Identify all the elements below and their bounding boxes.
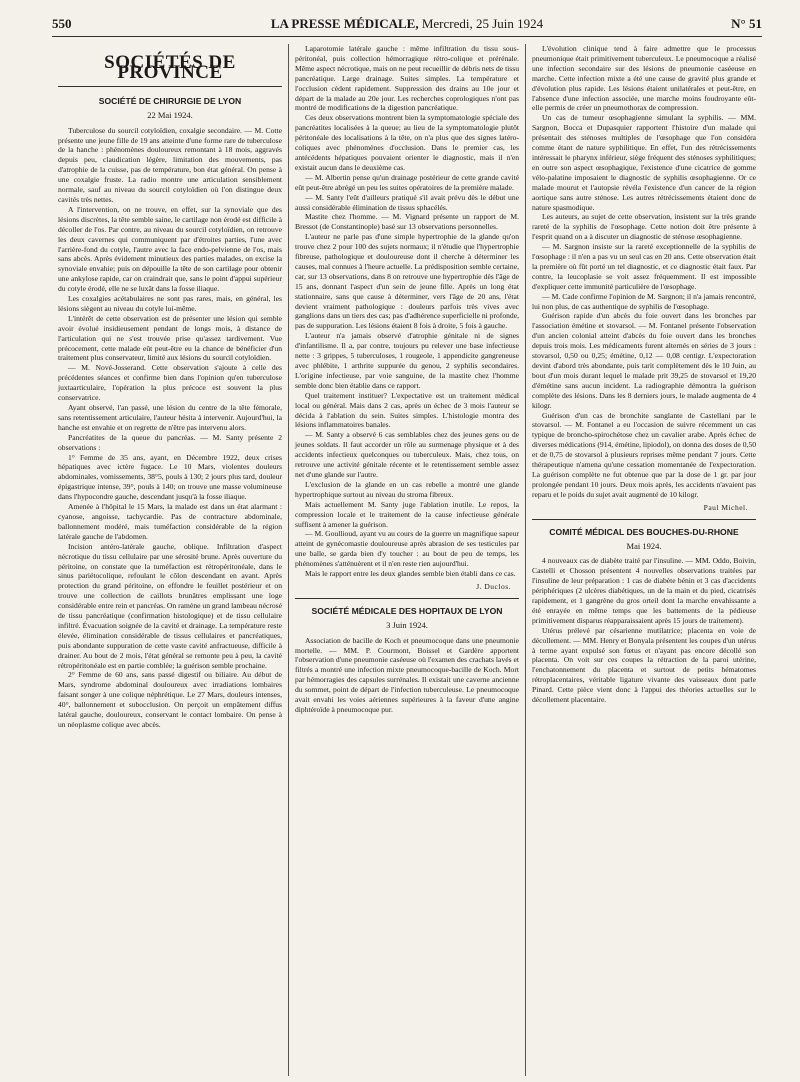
paragraph: Amenée à l'hôpital le 15 Mars, la malade est dans un état alarmant : cyanose, angoisse, tachycardie. Pas de contracture abdominale, ballonnement modéré, mais tuméfaction considérable de la région latérale gauche de l'abdomen. <box>58 502 282 541</box>
paragraph: Mastite chez l'homme. — M. Vignard présente un rapport de M. Bressot (de Constantinople) basé sur 13 observations personnelles. <box>295 212 519 232</box>
section-title: SOCIÉTÉ DE CHIRURGIE DE LYON <box>98 95 242 106</box>
column-3 <box>525 44 762 1076</box>
section-date: Mai 1924. <box>626 540 662 551</box>
issue-number: N° 51 <box>731 16 762 31</box>
section-divider <box>532 519 756 520</box>
running-header <box>52 14 762 37</box>
section-title: COMITÉ MÉDICAL DES BOUCHES-DU-RHONE <box>549 526 739 537</box>
paragraph: Ces deux observations montrent bien la symptomatologie spéciale des pancréatites localisées à la queue; au lieu de la symptomatologie plutôt péritonéale des localisations à la tête, on n'a plus que des signes latéro-coliques avec phénomènes d'occlusion. Dans le premier cas, les antécédents hépatiques pouvaient orienter le diagnostic, mais il n'en existait aucun dans le deuxième cas. <box>295 113 519 172</box>
paragraph: — M. Albertin pense qu'un drainage postérieur de cette grande cavité eût peut-être abrégé un peu les suites opératoires de la première malade. <box>295 172 519 192</box>
paragraph: Tuberculose du sourcil cotyloïdien, coxalgie secondaire. — M. Cotte présente une jeune fille de 19 ans atteinte d'une forme rare de tuberculose de la hanche : phénomènes douloureux remontant à 18 mois, aggravés depuis peu, claudication légère, limitation des mouvements, pas d'atrophie de la cuisse, pas de température, bon état général. On pense à une coxalgie fruste. La radio montre une articulation sensiblement normale, sauf au niveau du sourcil cotyloïdien où l'on distingue deux cavités très nettes. <box>58 125 282 204</box>
column-1-body <box>58 126 282 730</box>
column-1 <box>52 44 288 1076</box>
column-3-body <box>532 44 756 500</box>
paragraph: L'exclusion de la glande en un cas rebelle a montré une glande hypertrophique surtout au niveau du stroma fibreux. <box>295 479 519 499</box>
paragraph: Ayant observé, l'an passé, une lésion du centre de la tête fémorale, sans retentissement articulaire, l'auteur hésita à intervenir. Aujourd'hui, la hanche est envahie et on regrette de n'être pas intervenu alors. <box>58 403 282 432</box>
paragraph: — M. Goullioud, ayant vu au cours de la guerre un magnifique sapeur atteint de gynécomastie douloureuse après abrasion de ses testicules par une balle, se garda bien d'y toucher : au bout de peu de temps, les phénomènes s'atténuèrent et il n'en reste rien aujourd'hui. <box>295 529 519 569</box>
section-date: 3 Juin 1924. <box>386 619 428 630</box>
paragraph: Un cas de tumeur œsophagienne simulant la syphilis. — MM. Sargnon, Bocca et Dupasquier rapportent l'histoire d'un malade qui présentait des sténoses multiples de l'œsophage que l'on considéra comme étant de nature syphilitique. En effet, l'un des rétrécissements intéressait le pharynx inférieur, siège fréquent des sténoses syphilitiques; en outre son aspect œsophagique, l'existence d'une cicatrice de gomme vélo-palatine imposaient le diagnostic de syphilis œsophagienne. Or ce malade mourut et l'autopsie révéla l'existence d'un cancer de la région aortique sans autre sténose. Les autres rétrécissements étaient donc de nature spasmodique. <box>532 113 756 212</box>
paragraph: — M. Cade confirme l'opinion de M. Sargnon; il n'a jamais rencontré, lui non plus, de cas authentique de syphilis de l'œsophage. <box>532 291 756 311</box>
paragraph: Quel traitement instituer? L'expectative est un traitement médical local ou général. Mais dans 2 cas, après un échec de 3 mois l'auteur se décida à l'ablation du sein. Suites simples. L'histologie montra des lésions inflammatoires banales. <box>295 390 519 430</box>
paragraph: L'auteur ne parle pas d'une simple hypertrophie de la glande qu'on trouve chez 2 pour 100 des sujets normaux; il n'étudie que l'hypertrophie fibreuse, pathologique et douloureuse dont il cherche à déterminer les causes, mal connues à l'heure actuelle. La prédisposition semble certaine, car, sur 13 observations, dans 8 on retrouve une hypertrophie dès l'âge de 15 ans, donnant l'aspect d'un sein de jeune fille. Après un long état stationnaire, sans que cause à déterminer, vers l'âge de 20 ans, l'état devient vraiment pathologique : douleurs parfois très vives avec ganglions dans un tiers des cas; pas d'adhérence superficielle ni profonde, pas de suppuration. Les lésions étaient 8 fois à droite, 5 fois à gauche. <box>295 232 519 331</box>
column-2-section-body <box>295 636 519 715</box>
author-signature: Paul Michel. <box>703 502 748 512</box>
page-title: SOCIÉTÉS DE PROVINCE <box>58 58 282 87</box>
section-divider <box>295 598 519 599</box>
paragraph: — M. Sargnon insiste sur la rareté exceptionnelle de la syphilis de l'œsophage : il n'en a pas vu un seul cas en 20 ans. Cette observation était la première où fût porté un tel diagnostic, et ce diagnostic était faux. Par contre, la leucoplasie se voit assez fréquemment. Il est impossible d'expliquer cette immunité particulière de l'œsophage. <box>532 242 756 291</box>
paragraph: L'évolution clinique tend à faire admettre que le processus pneumonique était primitivement tuberculeux. Le pneumocoque a réalisé une infection secondaire sur des lésions de pneumonie caséeuse en marche. Cette infection mixte a été une cause de gravité plus grande et d'évolution plus rapide. Les lésions étaient unilatérales et peut-être, en l'absence d'une infection associée, une marche moins foudroyante eût-elle permis de créer un pneumothorax de compression. <box>532 44 756 113</box>
paragraph: — M. Nové-Josserand. Cette observation s'ajoute à celle des précédentes séances et confirme bien dans l'opinion qu'en tuberculose juxtaarticulaire, l'opération la plus précoce est souvent la plus conservatrice. <box>58 363 282 403</box>
section-title: SOCIÉTÉ MÉDICALE DES HOPITAUX DE LYON <box>311 605 503 616</box>
journal-title-line <box>52 16 762 32</box>
section-date: 22 Mai 1924. <box>147 109 193 120</box>
paragraph: Laparotomie latérale gauche : même infiltration du tissu sous-péritonéal, puis collection hémorragique rétro-colique et prérénale. Même aspect nécrotique, mais on ne peut recueillir de débris nets de tissu pancréatique. Large drainage. Suites simples. La température et l'occlusion cèdent rapidement. Suppression des drains au 10e jour et départ de la malade au 20e jour. Les recherches coprologiques n'ont pas montré de modifications de la digestion pancréatique. <box>295 44 519 113</box>
column-2 <box>288 44 525 1076</box>
paragraph: Pancréatites de la queue du pancréas. — M. Santy présente 2 observations : <box>58 432 282 452</box>
column-3-section-body <box>532 556 756 705</box>
paragraph: — M. Santy l'eût d'ailleurs pratiqué s'il avait prévu dès le début une aussi considérable élimination de tissus sphacélés. <box>295 192 519 212</box>
author-signature: J. Duclos. <box>476 581 511 591</box>
paragraph: 2° Femme de 60 ans, sans passé digestif ou biliaire. Au début de Mars, syndrome abdominal douloureux avec irradiations lombaires faisant songer à une colique néphrétique. Le 27 Mars, douleurs intenses, 40°, ballonnement et subocclusion. On perçoit un empâtement diffus latéral gauche, douloureux, conservant le contact lombaire. On pense à un néoplasme colique avec abcès. <box>58 670 282 729</box>
page-number: 550 <box>52 16 72 31</box>
paragraph: 1° Femme de 35 ans, ayant, en Décembre 1922, deux crises hépatiques avec ictère fugace. Le 10 Mars, violentes douleurs abdominales, vomissements, 38°5, pouls à 130; 2 jours plus tard, douleur épigastrique intense, 39°, pouls à 140; on trouve une masse volumineuse dans l'hypocondre gauche, descendant jusqu'à la fosse iliaque. <box>58 452 282 502</box>
paragraph: Incision antéro-latérale gauche, oblique. Infiltration d'aspect nécrotique du tissu cellulaire par une sérosité brune. Après ouverture du péritoine, on constate que la tuméfaction est rétropéritonéale, dans le sinus pariétocolique, refoulant le côlon descendant en avant. Après protection du grand péritoine, on effondre le feuillet postérieur et on trouve une collection de caillots brunâtres emplissant une loge considérable entre rein et pancréas. On ramène un grand lambeau nécrosé de tissu pancréatique (confirmation histologique) et de tissu cellulaire infiltré. Évacuation soignée de la cavité et drainage. La température reste élevée, élimination considérable de tissus cellulaires et pancréatiques, puis abondante suppuration de cette vaste cavité anfractueuse, difficile à drainer. Au bout de 2 mois, l'état général se remonte peu à peu, la cavité rétropéritonéale est en partie comblée; la guérison semble prochaine. <box>58 541 282 670</box>
journal-name: LA PRESSE MÉDICALE, <box>270 16 419 31</box>
paragraph: — M. Santy a observé 6 cas semblables chez des jeunes gens ou de jeunes soldats. Il faut accorder un rôle au surmenage physique et à des accidents infectieux quelconques ou tuberculeux. Mais, chez tous, on retrouve une activité génitale récente et le retentissement semble assez net d'une glande sur l'autre. <box>295 430 519 479</box>
issue-date: Mercredi, 25 Juin 1924 <box>421 16 544 31</box>
paragraph: Association de bacille de Koch et pneumocoque dans une pneumonie mortelle. — MM. P. Courmont, Boissel et Gardère apportent l'observation d'une pneumonie caséeuse où l'examen des crachats lavés et filtrés a montré une infection mixte pneumocoque-bacille de Koch. Mort par hémorragies des capsules surrénales. Il existait une caverne ancienne du sommet, point de départ de l'infection tuberculeuse. Le pneumocoque avait envahi les voies aériennes supérieures à la faveur d'une angine diphtéroïde à pneumocoque pur. <box>295 635 519 714</box>
paragraph: Utérus prélevé par césarienne mutilatrice; placenta en voie de décollement. — MM. Henry et Bonyala présentent les coupes d'un utérus à terme ayant expulsé son fœtus et n'ayant pas encore décollé son placenta. On voit sur ces coupes la rétraction de la paroi utérine, l'enchatonnement du placenta et surtout de petits hématomes rétroplacentaires, véritable ligature vivante des vaisseaux dont parle Pinard. Cette pièce vient donc à l'appui des théories actuelles sur le décollement placentaire. <box>532 625 756 705</box>
paragraph: Les coxalgies acétabulaires ne sont pas rares, mais, en général, les lésions siègent au niveau du cotyle lui-même. <box>58 294 282 313</box>
article-columns <box>52 44 762 1076</box>
column-2-body <box>295 44 519 579</box>
paragraph: 4 nouveaux cas de diabète traité par l'insuline. — MM. Oddo, Boivin, Castelli et Chosson présentent 4 nouvelles observations traitées par l'insuline de leur préparation : 1 cas de diabète bénin et 3 cas d'accidents périphériques (2 ulcères diabétiques, un de la main et du pied, cicatrisés rapidement, et 1 gangrène du gros orteil dont la marche envahissante a été enrayée en même temps que les battements de la pédieuse primitivement disparus réapparaissaient après 15 jours de traitement). <box>532 556 756 625</box>
paragraph: Mais actuellement M. Santy juge l'ablation inutile. Le repos, la compression locale et le traitement de la cause infectieuse générale suffisent à amener la guérison. <box>295 499 519 529</box>
paragraph: Les auteurs, au sujet de cette observation, insistent sur la très grande rareté de la syphilis de l'œsophage. Cette notion doit être présente à l'esprit quand on a à discuter un diagnostic de sténose œsophagienne. <box>532 212 756 242</box>
paragraph: Mais le rapport entre les deux glandes semble bien établi dans ce cas. <box>305 569 516 579</box>
paragraph: L'intérêt de cette observation est de présenter une lésion qui semble avoir évolué insidieusement pendant de longs mois, à distance de l'articulation qui ne s'est trouvée prise qu'assez tardivement. Vue précocement, cette malade eût peut-être eu la chance de bénéficier d'un traitement plus conservateur, limité aux lésions du sourcil cotyloïdien. <box>58 313 282 363</box>
paragraph: L'auteur n'a jamais observé d'atrophie génitale ni de signes d'infantilisme. Il a, par contre, toujours pu relever une base infectieuse nette : 3 grippes, 5 tuberculoses, 1 rougeole, 1 appendicite gangreneuse avec phlébite, 1 arthrite suppurée du genou, 2 syphilis secondaires. L'origine infectieuse, par voie sanguine, de la mastite chez l'homme semble donc bien établie dans ce rapport. <box>295 331 519 390</box>
paragraph: A l'intervention, on ne trouve, en effet, sur la synoviale que des lésions discrètes, la tête semble saine, le cartilage non érodé est difficile à décoller de l'os. Par contre, au niveau du sourcil cotyloïdien, on retrouve les deux cavernes qui communiquent par d'étroites parties, l'une avec l'arrière-fond du cotyle, l'autre avec la face endo-pelvienne de l'os, mais sans abcès. Après évidement minutieux des parties malades, on excise la synoviale envahie; puis on dépouille la tête de son cartilage pour obtenir une ankylose rapide, car on craindrait que, sans le point d'appui supérieur du cotyle érodé, elle ne se luxât dans la fosse iliaque. <box>58 204 282 294</box>
paragraph: Guérison d'un cas de bronchite sanglante de Castellani par le stovarsol. — M. Fontanel a eu l'occasion de suivre récemment un cas typique de broncho-spirochétose chez un cavalier arabe. Après échec de diverses médications (914, émétine, lipiodol), on donna des doses de 0,50 et de 0,75 de stovarsol à plusieurs reprises même pendant 7 jours. Cette thérapeutique n'amena qu'une cessation momentanée de l'expectoration. La guérison complète ne fut obtenue que par la dose de 1 gr. par jour prolongée pendant 10 jours. Deux mois après, les accidents n'avaient pas reparu et le poids du sujet avait augmenté de 10 kilogr. <box>532 410 756 499</box>
paragraph: Guérison rapide d'un abcès du foie ouvert dans les bronches par l'association émétine et stovarsol. — M. Fontanel présente l'observation d'un ancien colonial atteint d'abcès du foie ouvert dans les bronches depuis trois mois. Les médicaments furent alternés en séries de 3 jours : stovarsol, 0,50 ou 0,25; émétine, 0,12 — 0,08 centigr. L'expectoration devint d'abord très abondante, puis tarit complètement dès le 10 Juin, au bout d'un mois durant lequel le malade prit 39,25 de stovarsol et 19,20 d'émétine sans aucun incident. La radiographie démontra la guérison complète des lésions. Dans les 8 derniers jours, le malade augmenta de 4 kilogr. <box>532 311 756 410</box>
